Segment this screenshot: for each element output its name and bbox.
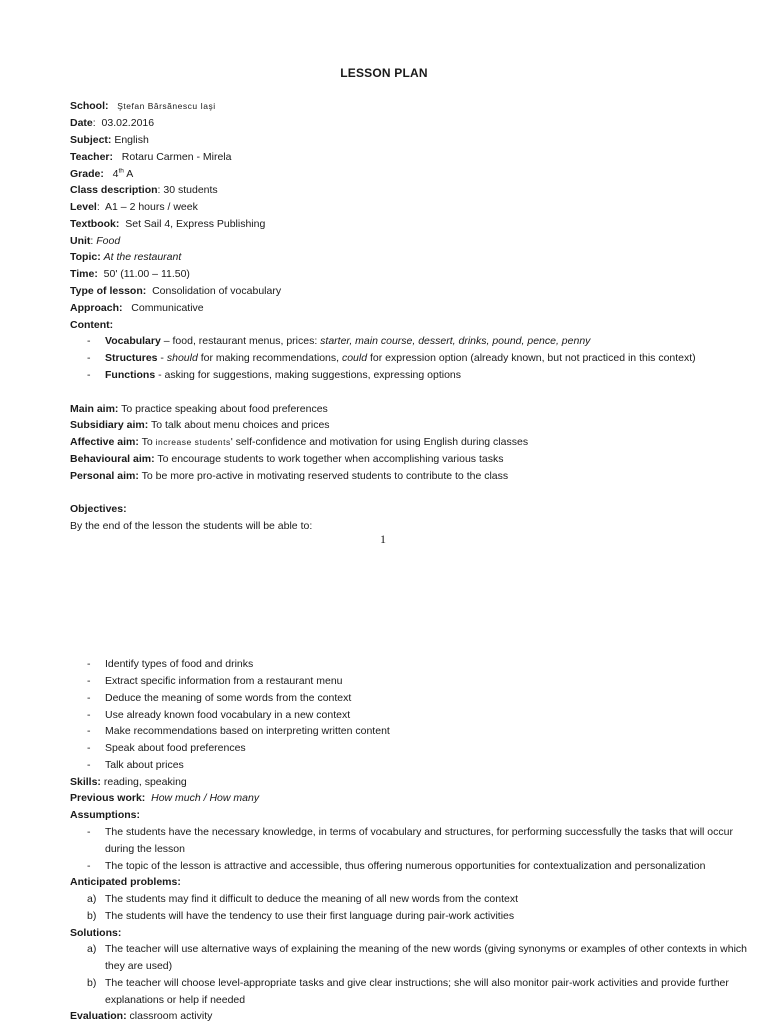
list-marker-b: b) xyxy=(87,977,97,989)
bullet-dash: - xyxy=(87,335,91,347)
objective-item: Speak about food preferences xyxy=(105,742,246,754)
subject-row: Subject: English xyxy=(70,134,149,146)
previous-work-row: Previous work: How much / How many xyxy=(70,792,260,804)
problem-item: The students may find it difficult to deduce the meaning of all new words from the context xyxy=(105,893,519,905)
bullet-dash: - xyxy=(87,725,91,737)
school-row: School: Ştefan Bârsănescu Iaşi xyxy=(70,100,216,112)
functions-item: Functions - asking for suggestions, making suggestions, expressing options xyxy=(105,369,462,381)
assumption-item-continued: during the lesson xyxy=(105,843,185,855)
skills-row: Skills: reading, speaking xyxy=(70,776,187,788)
objective-item: Extract specific information from a restaurant menu xyxy=(105,675,343,687)
objectives-heading: Objectives: xyxy=(70,503,127,515)
solution-item-continued: explanations or help if needed xyxy=(105,994,246,1006)
objective-item: Talk about prices xyxy=(105,759,184,771)
bullet-dash: - xyxy=(87,692,91,704)
bullet-dash: - xyxy=(87,860,91,872)
solutions-heading: Solutions: xyxy=(70,927,122,939)
objective-item: Identify types of food and drinks xyxy=(105,658,254,670)
level-row: Level: A1 – 2 hours / week xyxy=(70,201,198,213)
time-row: Time: 50' (11.00 – 11.50) xyxy=(70,268,190,280)
grade-row: Grade: 4th A xyxy=(70,167,134,180)
type-of-lesson-row: Type of lesson: Consolidation of vocabulary xyxy=(70,285,282,297)
list-marker-a: a) xyxy=(87,893,97,905)
main-aim-row: Main aim: To practice speaking about food preferences xyxy=(70,403,328,415)
solution-item: The teacher will choose level-appropriate tasks and give clear instructions; she will also monitor pair-work activities and provide further xyxy=(105,977,729,989)
objective-item: Make recommendations based on interpreting written content xyxy=(105,725,390,737)
solution-item: The teacher will use alternative ways of explaining the meaning of the new words (giving synonyms or examples of other contexts in which xyxy=(105,943,747,955)
anticipated-problems-heading: Anticipated problems: xyxy=(70,876,181,888)
unit-row: Unit: Food xyxy=(70,235,121,247)
bullet-dash: - xyxy=(87,709,91,721)
list-marker-b: b) xyxy=(87,910,97,922)
bullet-dash: - xyxy=(87,352,91,364)
date-row: Date: 03.02.2016 xyxy=(70,117,155,129)
assumption-item: The topic of the lesson is attractive and accessible, thus offering numerous opportunities for contextualization and personalization xyxy=(105,860,706,872)
bullet-dash: - xyxy=(87,658,91,670)
personal-aim-row: Personal aim: To be more pro-active in motivating reserved students to contribute to the class xyxy=(70,470,509,482)
structures-item: Structures - should for making recommendations, could for expression option (already known, but not practiced in this context) xyxy=(105,352,696,364)
behavioural-aim-row: Behavioural aim: To encourage students to work together when accomplishing various tasks xyxy=(70,453,504,465)
objective-item: Use already known food vocabulary in a new context xyxy=(105,709,351,721)
class-description-row: Class description: 30 students xyxy=(70,184,218,196)
textbook-row: Textbook: Set Sail 4, Express Publishing xyxy=(70,218,266,230)
bullet-dash: - xyxy=(87,742,91,754)
bullet-dash: - xyxy=(87,826,91,838)
topic-row: Topic: At the restaurant xyxy=(70,251,182,263)
page-number: 1 xyxy=(380,532,386,546)
bullet-dash: - xyxy=(87,759,91,771)
bullet-dash: - xyxy=(87,369,91,381)
bullet-dash: - xyxy=(87,675,91,687)
affective-aim-row: Affective aim: To increase students' self-confidence and motivation for using English during classes xyxy=(70,436,529,448)
approach-row: Approach: Communicative xyxy=(70,302,204,314)
list-marker-a: a) xyxy=(87,943,97,955)
content-heading: Content: xyxy=(70,319,114,331)
objective-item: Deduce the meaning of some words from the context xyxy=(105,692,352,704)
vocabulary-item: Vocabulary – food, restaurant menus, prices: starter, main course, dessert, drinks, pound, pence, penny xyxy=(105,335,591,347)
subsidiary-aim-row: Subsidiary aim: To talk about menu choices and prices xyxy=(70,419,330,431)
solution-item-continued: they are used) xyxy=(105,960,173,972)
teacher-row: Teacher: Rotaru Carmen - Mirela xyxy=(70,151,232,163)
problem-item: The students will have the tendency to use their first language during pair-work activities xyxy=(105,910,515,922)
page-title: LESSON PLAN xyxy=(340,66,428,80)
assumptions-heading: Assumptions: xyxy=(70,809,141,821)
evaluation-row: Evaluation: classroom activity xyxy=(70,1010,213,1022)
assumption-item: The students have the necessary knowledge, in terms of vocabulary and structures, for performing successfully the tasks that will occur xyxy=(105,826,733,838)
objectives-intro: By the end of the lesson the students will be able to: xyxy=(70,520,313,532)
